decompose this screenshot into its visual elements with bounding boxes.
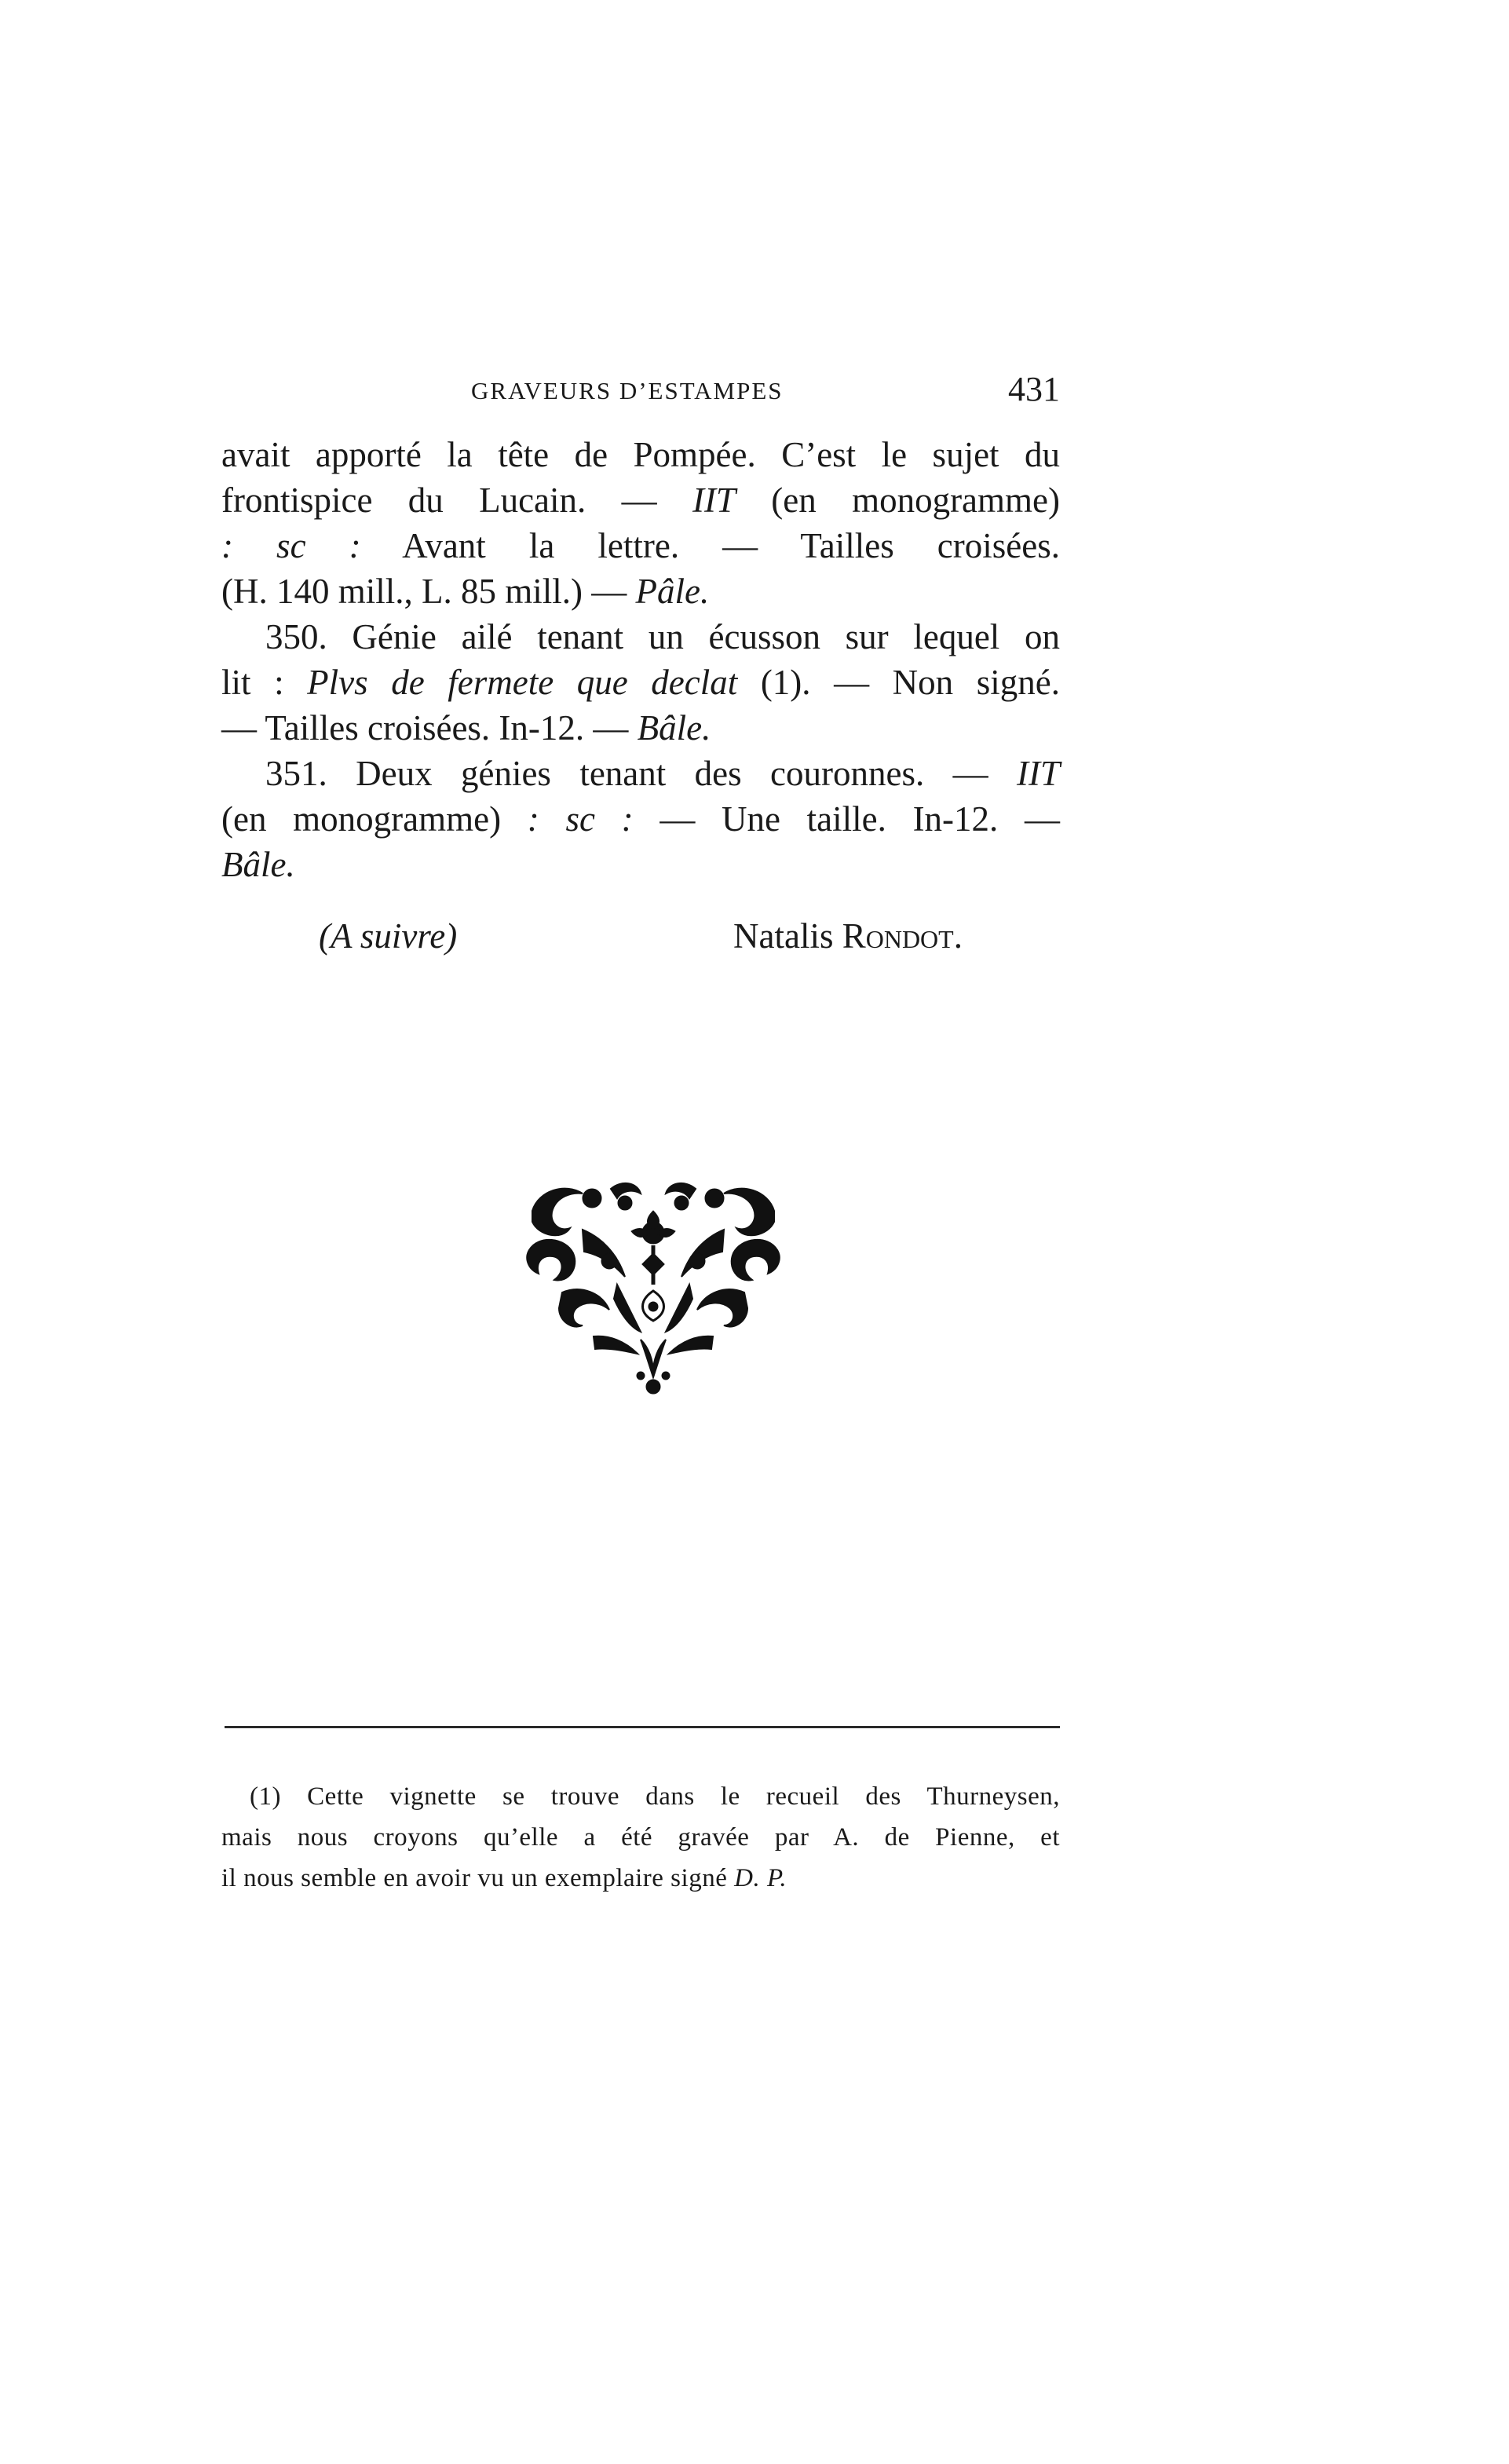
body-text (221, 432, 1060, 887)
footnote-line: (1) Cette vignette se trouve dans le recueil des Thurneysen, (250, 1782, 1060, 1811)
entry-351-line: 351. Deux génies tenant des couronnes. — IIT (265, 754, 1060, 793)
text-line: (en monogramme) : sc : — Une taille. In-12. — (221, 799, 1060, 839)
footnote-rule (225, 1726, 1060, 1728)
to-be-continued: (A suivre) (319, 916, 458, 956)
text-line: avait apporté la tête de Pompée. C’est le sujet du (221, 435, 1060, 474)
footnote-line: il nous semble en avoir vu un exemplaire signé D. P. (221, 1864, 787, 1892)
footnote-line: mais nous croyons qu’elle a été gravée par A. de Pienne, et (221, 1823, 1060, 1852)
fleuron-ornament (507, 1175, 799, 1398)
author-signature: Natalis Rondot. (733, 916, 963, 956)
text-line: lit : Plvs de fermete que declat (1). — Non signé. (221, 663, 1060, 702)
text-line: frontispice du Lucain. — IIT (en monogramme) (221, 481, 1060, 520)
text-line: : sc : Avant la lettre. — Tailles croisées. (221, 526, 1060, 565)
entry-350-line: 350. Génie ailé tenant un écusson sur lequel on (265, 617, 1060, 656)
text-line: — Tailles croisées. In-12. — Bâle. (221, 708, 711, 748)
text-line: (H. 140 mill., L. 85 mill.) — Pâle. (221, 572, 710, 611)
running-head (220, 369, 1060, 416)
text-line: Bâle. (221, 845, 295, 884)
footnote (221, 1776, 1060, 1899)
running-title: GRAVEURS D’ESTAMPES (471, 377, 784, 404)
page-number: 431 (1008, 370, 1060, 408)
signoff (221, 916, 1060, 963)
